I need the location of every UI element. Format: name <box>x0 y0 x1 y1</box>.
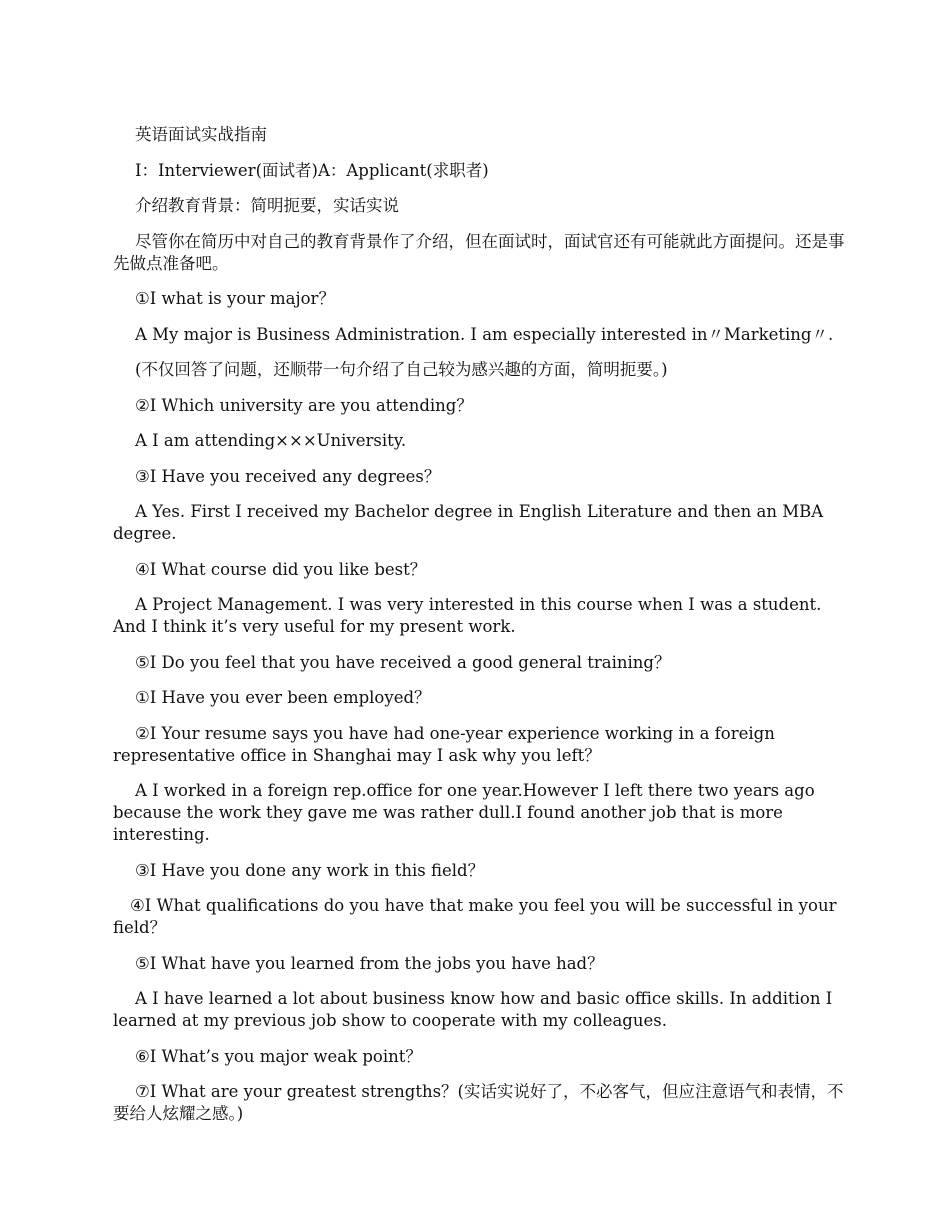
work-question-3: ③I Have you done any work in this field？ <box>135 860 485 880</box>
section-heading-education: 介绍教育背景：简明扼要，实话实说 <box>135 196 399 215</box>
question-4: ④I What course did you like best？ <box>135 559 427 579</box>
work-question-6: ⑥I What’s you major weak point？ <box>135 1046 422 1066</box>
answer-3: A Yes. First I received my Bachelor degree in English Literature and then an MBA degree. <box>113 502 824 543</box>
work-question-1: ①I Have you ever been employed？ <box>135 688 431 707</box>
answer-4: A Project Management. I was very interested in this course when I was a student. And I think it’s very useful for my present work. <box>113 595 822 636</box>
role-legend: I：Interviewer(面试者)A：Applicant(求职者) <box>135 160 489 180</box>
answer-1: A My major is Business Administration. I am especially interested in〃Marketing〃. <box>135 324 834 344</box>
work-question-5: ⑤I What have you learned from the jobs you have had？ <box>135 953 604 973</box>
work-question-7: ⑦I What are your greatest strengths？(实话实说好了，不必客气，但应注意语气和表情，不要给人炫耀之感。) <box>113 1082 844 1123</box>
question-3: ③I Have you received any degrees？ <box>135 466 441 486</box>
work-answer-2: A I worked in a foreign rep.office for one year.However I left there two years ago because the work they gave me was rather dull.I found another job that is more interesting. <box>113 781 815 844</box>
question-1: ①I what is your major？ <box>135 289 335 308</box>
note-1: (不仅回答了问题，还顺带一句介绍了自己较为感兴趣的方面，简明扼要。) <box>135 360 668 379</box>
answer-2: A I am attending×××University. <box>135 431 407 450</box>
question-5: ⑤I Do you feel that you have received a good general training？ <box>135 652 671 672</box>
intro-paragraph: 尽管你在简历中对自己的教育背景作了介绍，但在面试时，面试官还有可能就此方面提问。还是事先做点准备吧。 <box>113 231 845 273</box>
work-question-4: ④I What qualifications do you have that make you feel you will be successful in your field？ <box>113 896 837 937</box>
work-answer-5: A I have learned a lot about business know how and basic office skills. In addition I learned at my previous job show to cooperate with my colleagues. <box>113 989 833 1030</box>
document-body <box>113 124 848 1139</box>
question-2: ②I Which university are you attending？ <box>135 395 473 415</box>
work-question-2: ②I Your resume says you have had one-year experience working in a foreign representative office in Shanghai may I ask why you left？ <box>113 723 775 765</box>
document-title: 英语面试实战指南 <box>135 125 267 144</box>
